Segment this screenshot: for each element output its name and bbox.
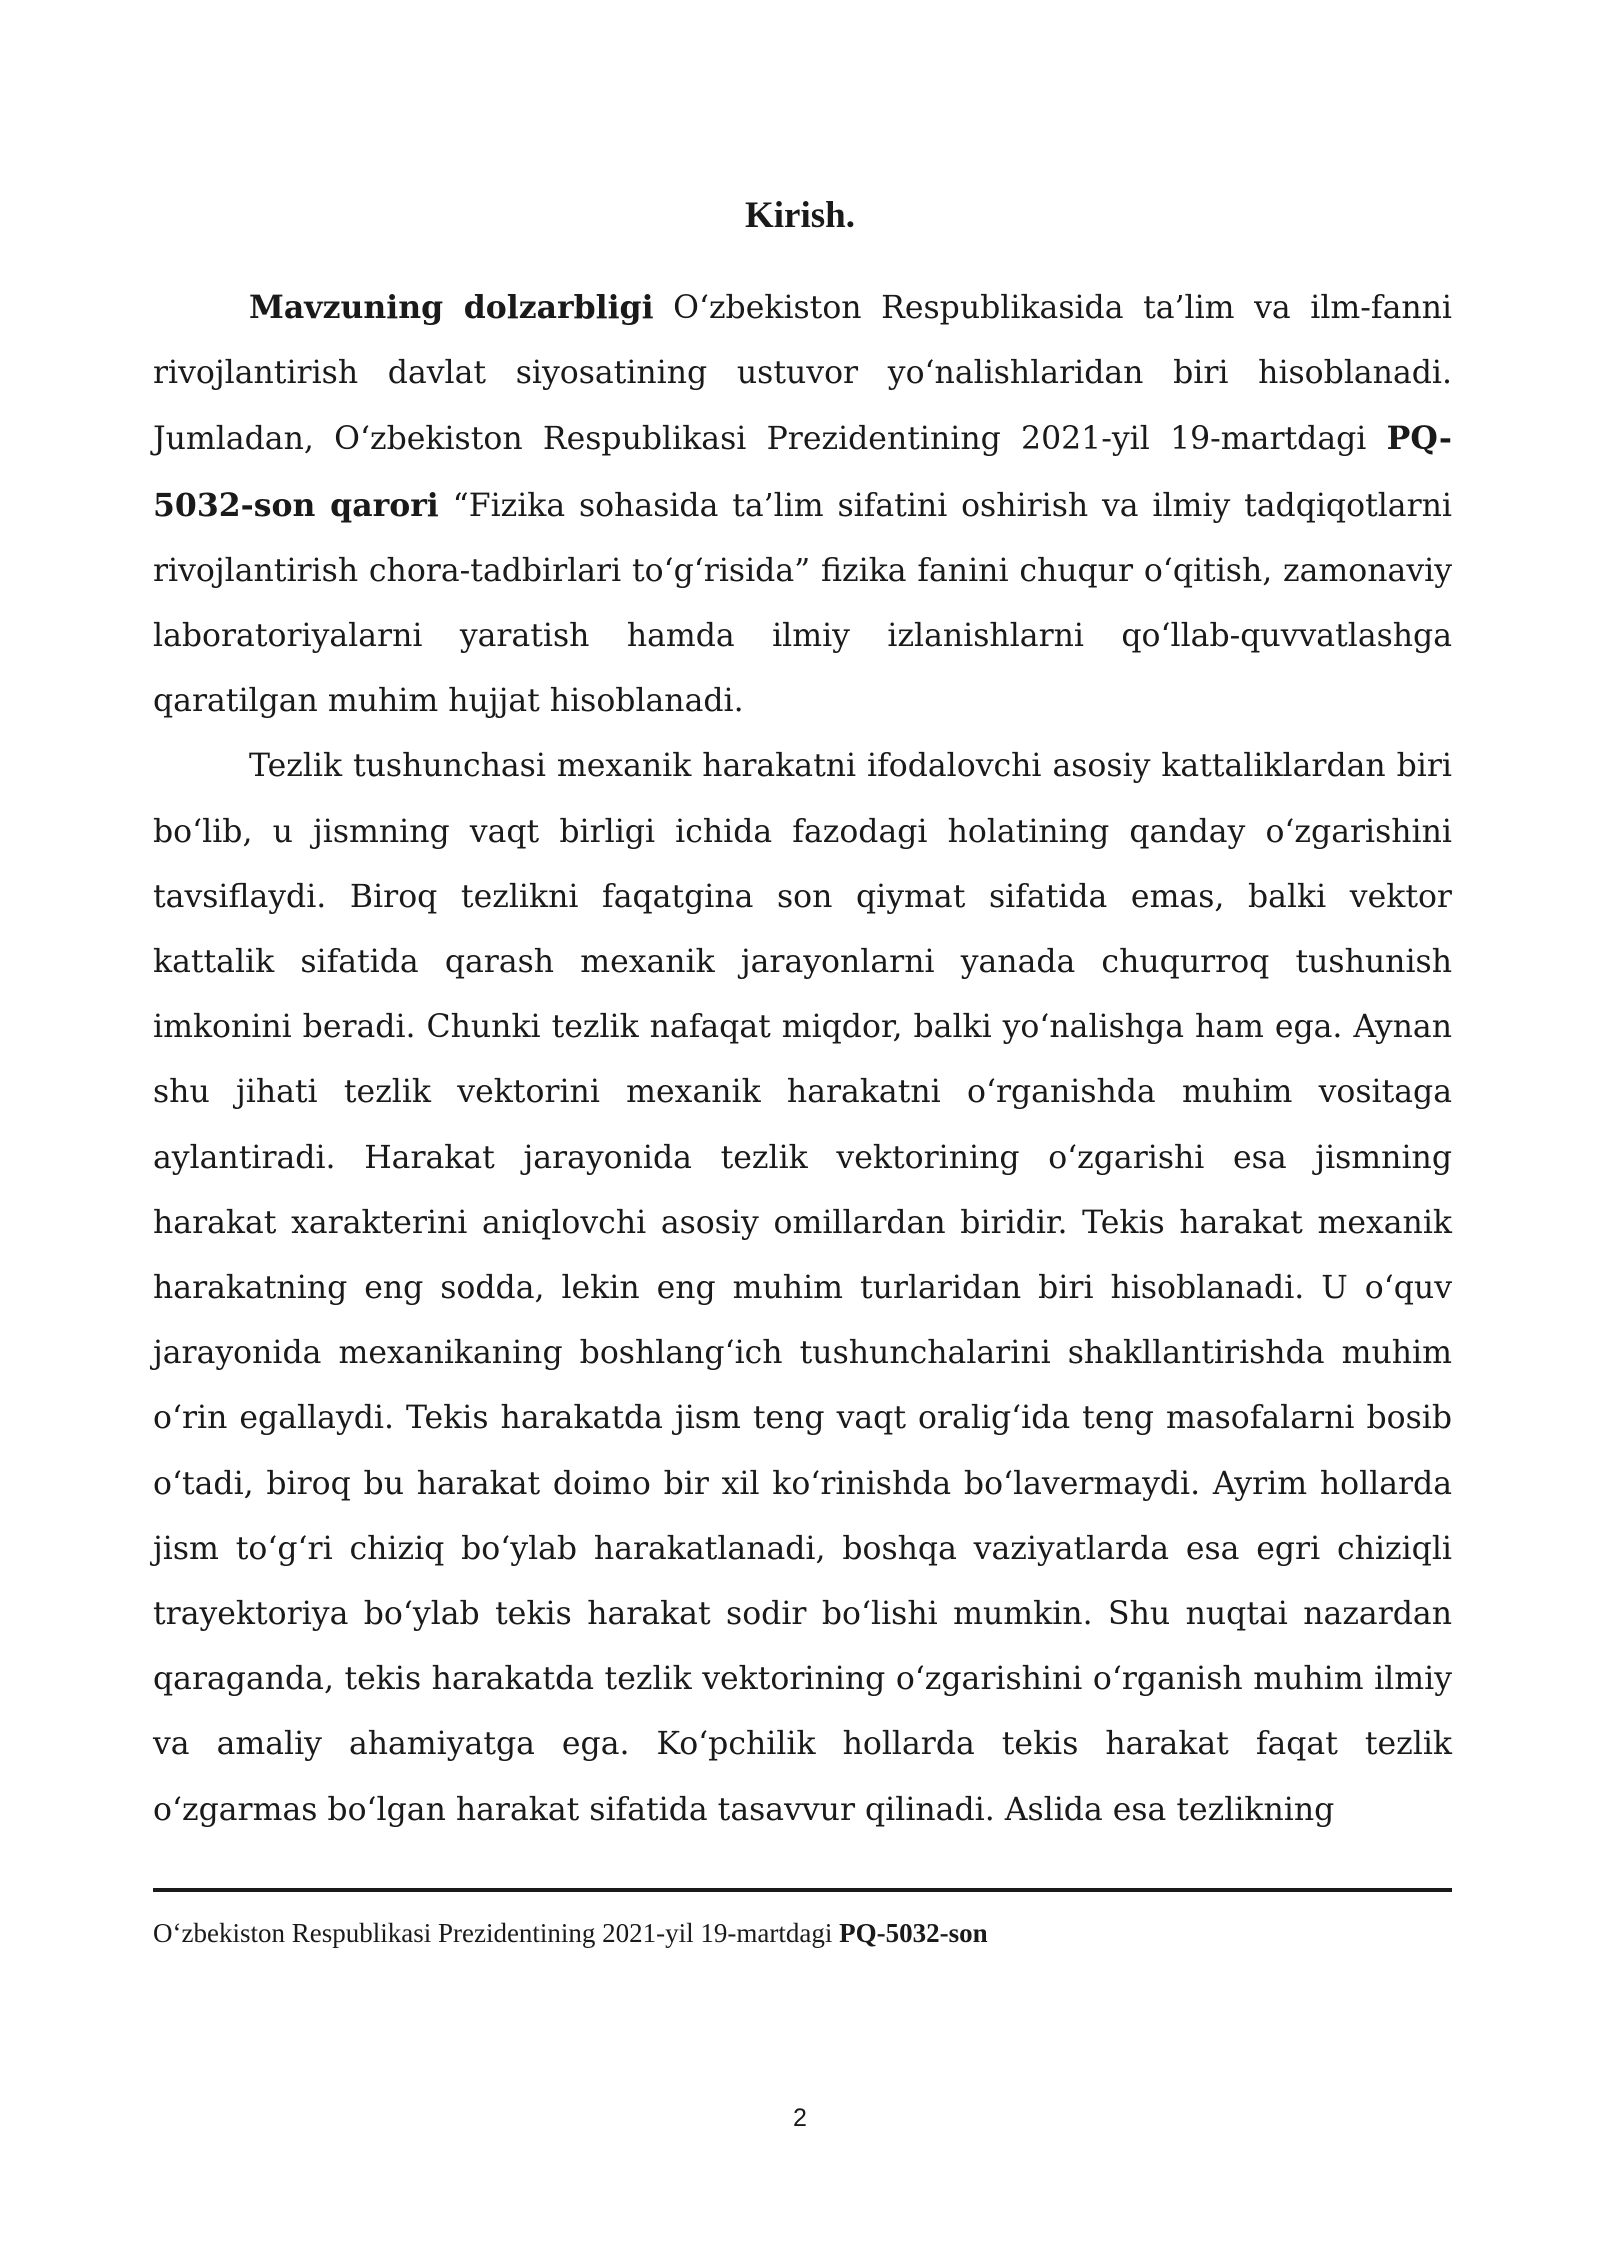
body-text (153, 275, 1452, 1843)
footnote (153, 1915, 1452, 1951)
footnote-text: O‘zbekiston Respublikasi Prezidentining 2021-yil 19-martdagi (153, 1918, 840, 1948)
relevance-text-part2: “Fizika sohasida ta’lim sifatini oshirish va ilmiy tadqiqotlarni rivojlantirish chora-tadbirlari to‘g‘risida” fizika fanini chuqur o‘qitish, zamonaviy laboratoriyalarni yaratish hamda ilmiy izlanishlarni qo‘llab-quvvatlashga qaratilgan muhim hujjat hisoblanadi. (153, 487, 1452, 720)
footnote-separator (153, 1888, 1452, 1892)
paragraph-relevance (153, 275, 1452, 734)
relevance-text-part1: O‘zbekiston Respublikasida ta’lim va ilm-fanni rivojlantirish davlat siyosatining ustuvor yo‘nalishlaridan biri hisoblanadi. Jumladan, O‘zbekiston Respublikasi Prezidentining 2021-yil 19-martdagi (153, 290, 1452, 458)
paragraph-velocity: Tezlik tushunchasi mexanik harakatni ifodalovchi asosiy kattaliklardan biri bo‘lib, u jismning vaqt birligi ichida fazodagi holatining qanday o‘zgarishini tavsiflaydi. Biroq tezlikni faqatgina son qiymat sifatida emas, balki vektor kattalik sifatida qarash mexanik jarayonlarni yanada chuqurroq tushunish imkonini beradi. Chunki tezlik nafaqat miqdor, balki yo‘nalishga ham ega. Aynan shu jihati tezlik vektorini mexanik harakatni o‘rganishda muhim vositaga aylantiradi. Harakat jarayonida tezlik vektorining o‘zgarishi esa jismning harakat xarakterini aniqlovchi asosiy omillardan biridir. Tekis harakat mexanik harakatning eng sodda, lekin eng muhim turlaridan biri hisoblanadi. U o‘quv jarayonida mexanikaning boshlang‘ich tushunchalarini shakllantirishda muhim o‘rin egallaydi. Tekis harakatda jism teng vaqt oralig‘ida teng masofalarni bosib o‘tadi, biroq bu harakat doimo bir xil ko‘rinishda bo‘lavermaydi. Ayrim hollarda jism to‘g‘ri chiziq bo‘ylab harakatlanadi, boshqa vaziyatlarda esa egri chiziqli trayektoriya bo‘ylab tekis harakat sodir bo‘lishi mumkin. Shu nuqtai nazardan qaraganda, tekis harakatda tezlik vektorining o‘zgarishini o‘rganish muhim ilmiy va amaliy ahamiyatga ega. Ko‘pchilik hollarda tekis harakat faqat tezlik o‘zgarmas bo‘lgan harakat sifatida tasavvur qilinadi. Aslida esa tezlikning (153, 748, 1452, 1828)
page-number: 2 (793, 2104, 807, 2132)
footnote-decree: PQ-5032-son (839, 1918, 988, 1948)
section-heading: Kirish. (745, 195, 855, 236)
decree-reference: PQ-5032-son qarori (153, 420, 1452, 524)
relevance-lead: Mavzuning dolzarbligi (249, 289, 654, 326)
